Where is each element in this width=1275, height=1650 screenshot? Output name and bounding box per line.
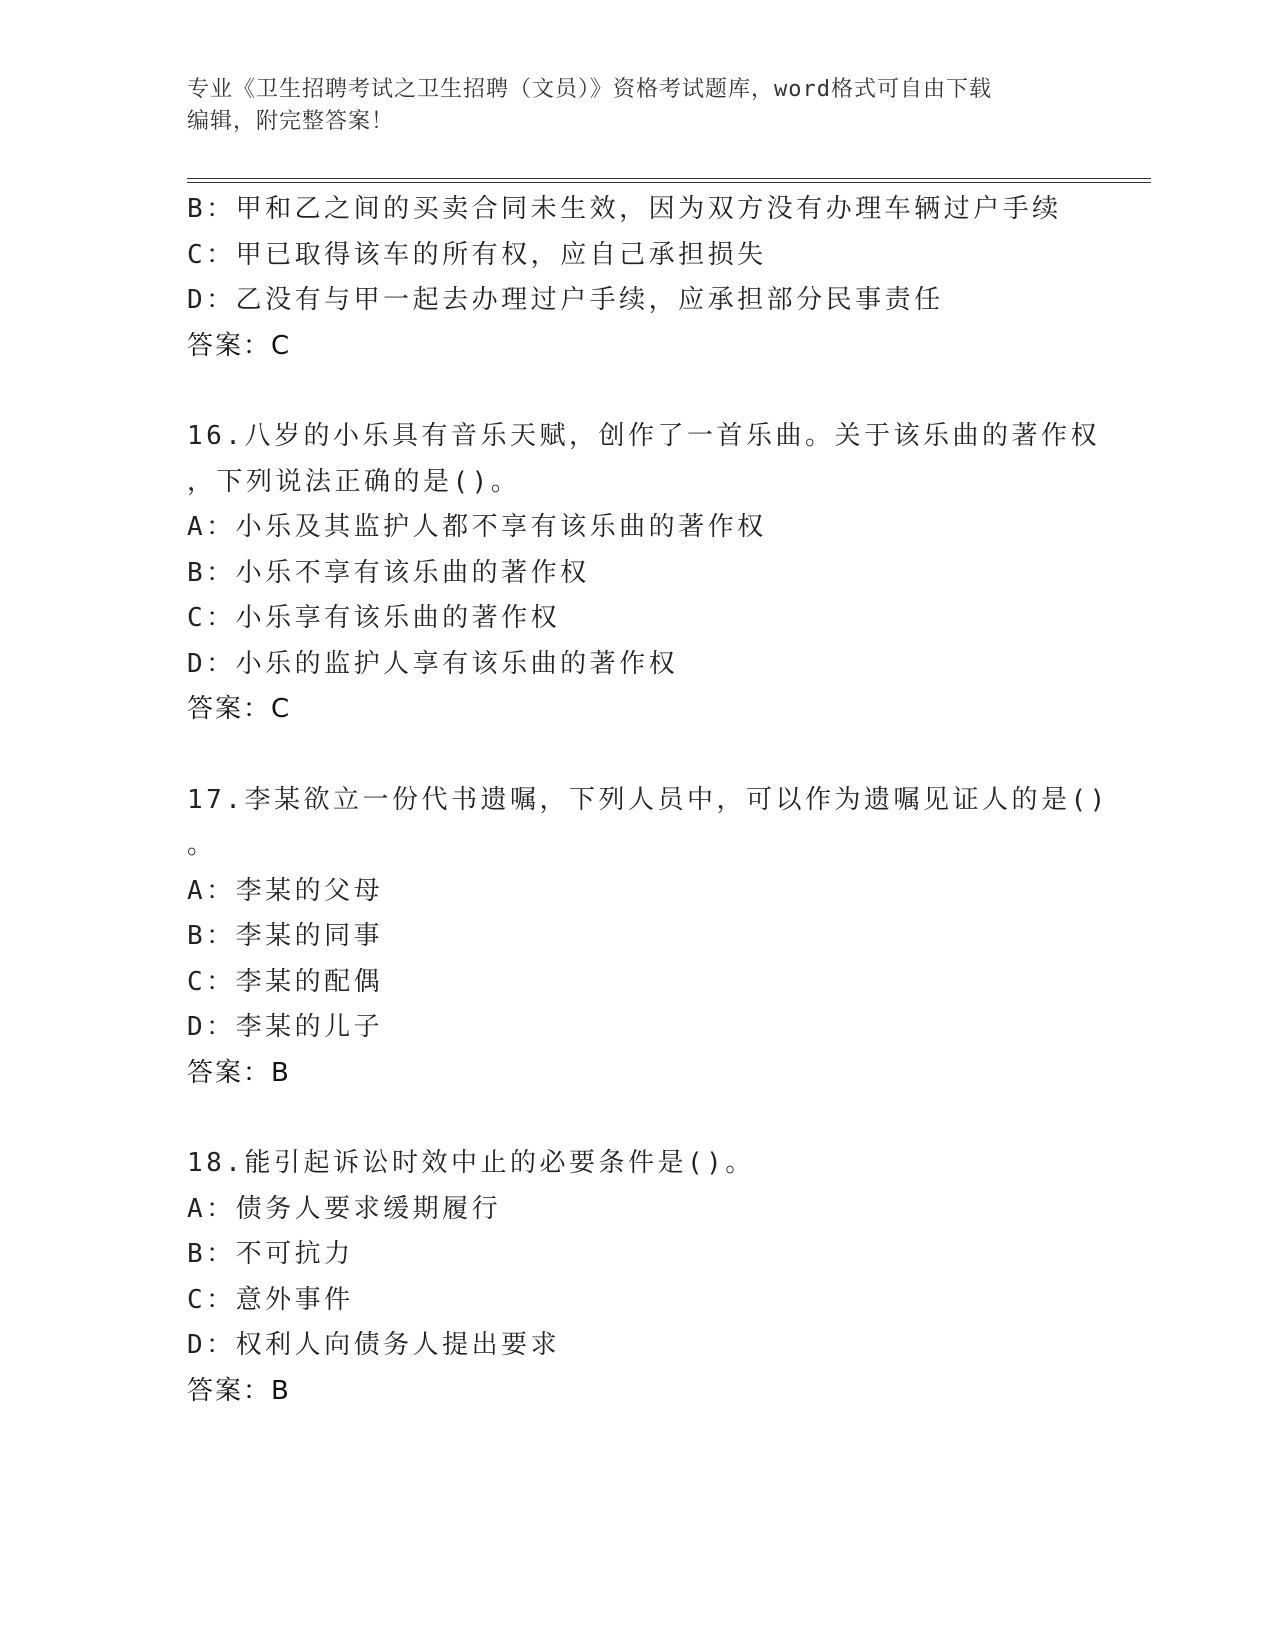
question-stem-line-1: 17.李某欲立一份代书遗嘱，下列人员中，可以作为遗嘱见证人的是() bbox=[187, 784, 1109, 815]
option-b: B：小乐不享有该乐曲的著作权 bbox=[187, 557, 590, 588]
question-stem-line-1: 16.八岁的小乐具有音乐天赋，创作了一首乐曲。关于该乐曲的著作权 bbox=[187, 421, 1100, 451]
question-18 bbox=[187, 1141, 1087, 1414]
question-stem-line-1: 18.能引起诉讼时效中止的必要条件是()。 bbox=[187, 1148, 755, 1178]
question-stem-line-2: 。 bbox=[187, 830, 217, 860]
header-title-line-1: 专业《卫生招聘考试之卫生招聘（文员）》资格考试题库，word格式可自由下载 bbox=[187, 77, 992, 102]
option-d: D：小乐的监护人享有该乐曲的著作权 bbox=[187, 648, 679, 679]
option-b: B：不可抗力 bbox=[187, 1239, 354, 1269]
option-a: A：李某的父母 bbox=[187, 875, 384, 906]
option-d: D：权利人向债务人提出要求 bbox=[187, 1330, 561, 1360]
option-a: A：债务人要求缓期履行 bbox=[187, 1193, 502, 1224]
question-17 bbox=[187, 778, 1109, 1097]
option-c: C：意外事件 bbox=[187, 1284, 354, 1315]
option-c: C：小乐享有该乐曲的著作权 bbox=[187, 603, 561, 633]
question-stem-line-2: ，下列说法正确的是()。 bbox=[187, 466, 521, 497]
option-c: C：甲已取得该车的所有权，应自己承担损失 bbox=[187, 239, 767, 270]
question-content bbox=[187, 187, 1109, 1414]
answer-line: 答案：B bbox=[187, 1057, 291, 1088]
spacer bbox=[187, 369, 1087, 414]
option-b: B：李某的同事 bbox=[187, 921, 384, 951]
option-d: D：乙没有与甲一起去办理过户手续，应承担部分民事责任 bbox=[187, 285, 944, 315]
question-15-continued bbox=[187, 187, 1087, 369]
header-divider bbox=[187, 178, 1151, 183]
spacer bbox=[187, 733, 1087, 778]
option-c: C：李某的配偶 bbox=[187, 966, 384, 997]
option-d: D：李某的儿子 bbox=[187, 1012, 384, 1042]
answer-line: 答案：B bbox=[187, 1375, 291, 1406]
option-a: A：小乐及其监护人都不享有该乐曲的著作权 bbox=[187, 512, 767, 542]
page-header bbox=[187, 74, 1067, 138]
answer-line: 答案：C bbox=[187, 694, 292, 724]
option-b: B：甲和乙之间的买卖合同未生效，因为双方没有办理车辆过户手续 bbox=[187, 194, 1062, 224]
question-16 bbox=[187, 414, 1100, 733]
spacer bbox=[187, 1096, 1087, 1141]
header-title-line-2: 编辑，附完整答案！ bbox=[187, 109, 395, 134]
answer-line: 答案：C bbox=[187, 330, 292, 361]
